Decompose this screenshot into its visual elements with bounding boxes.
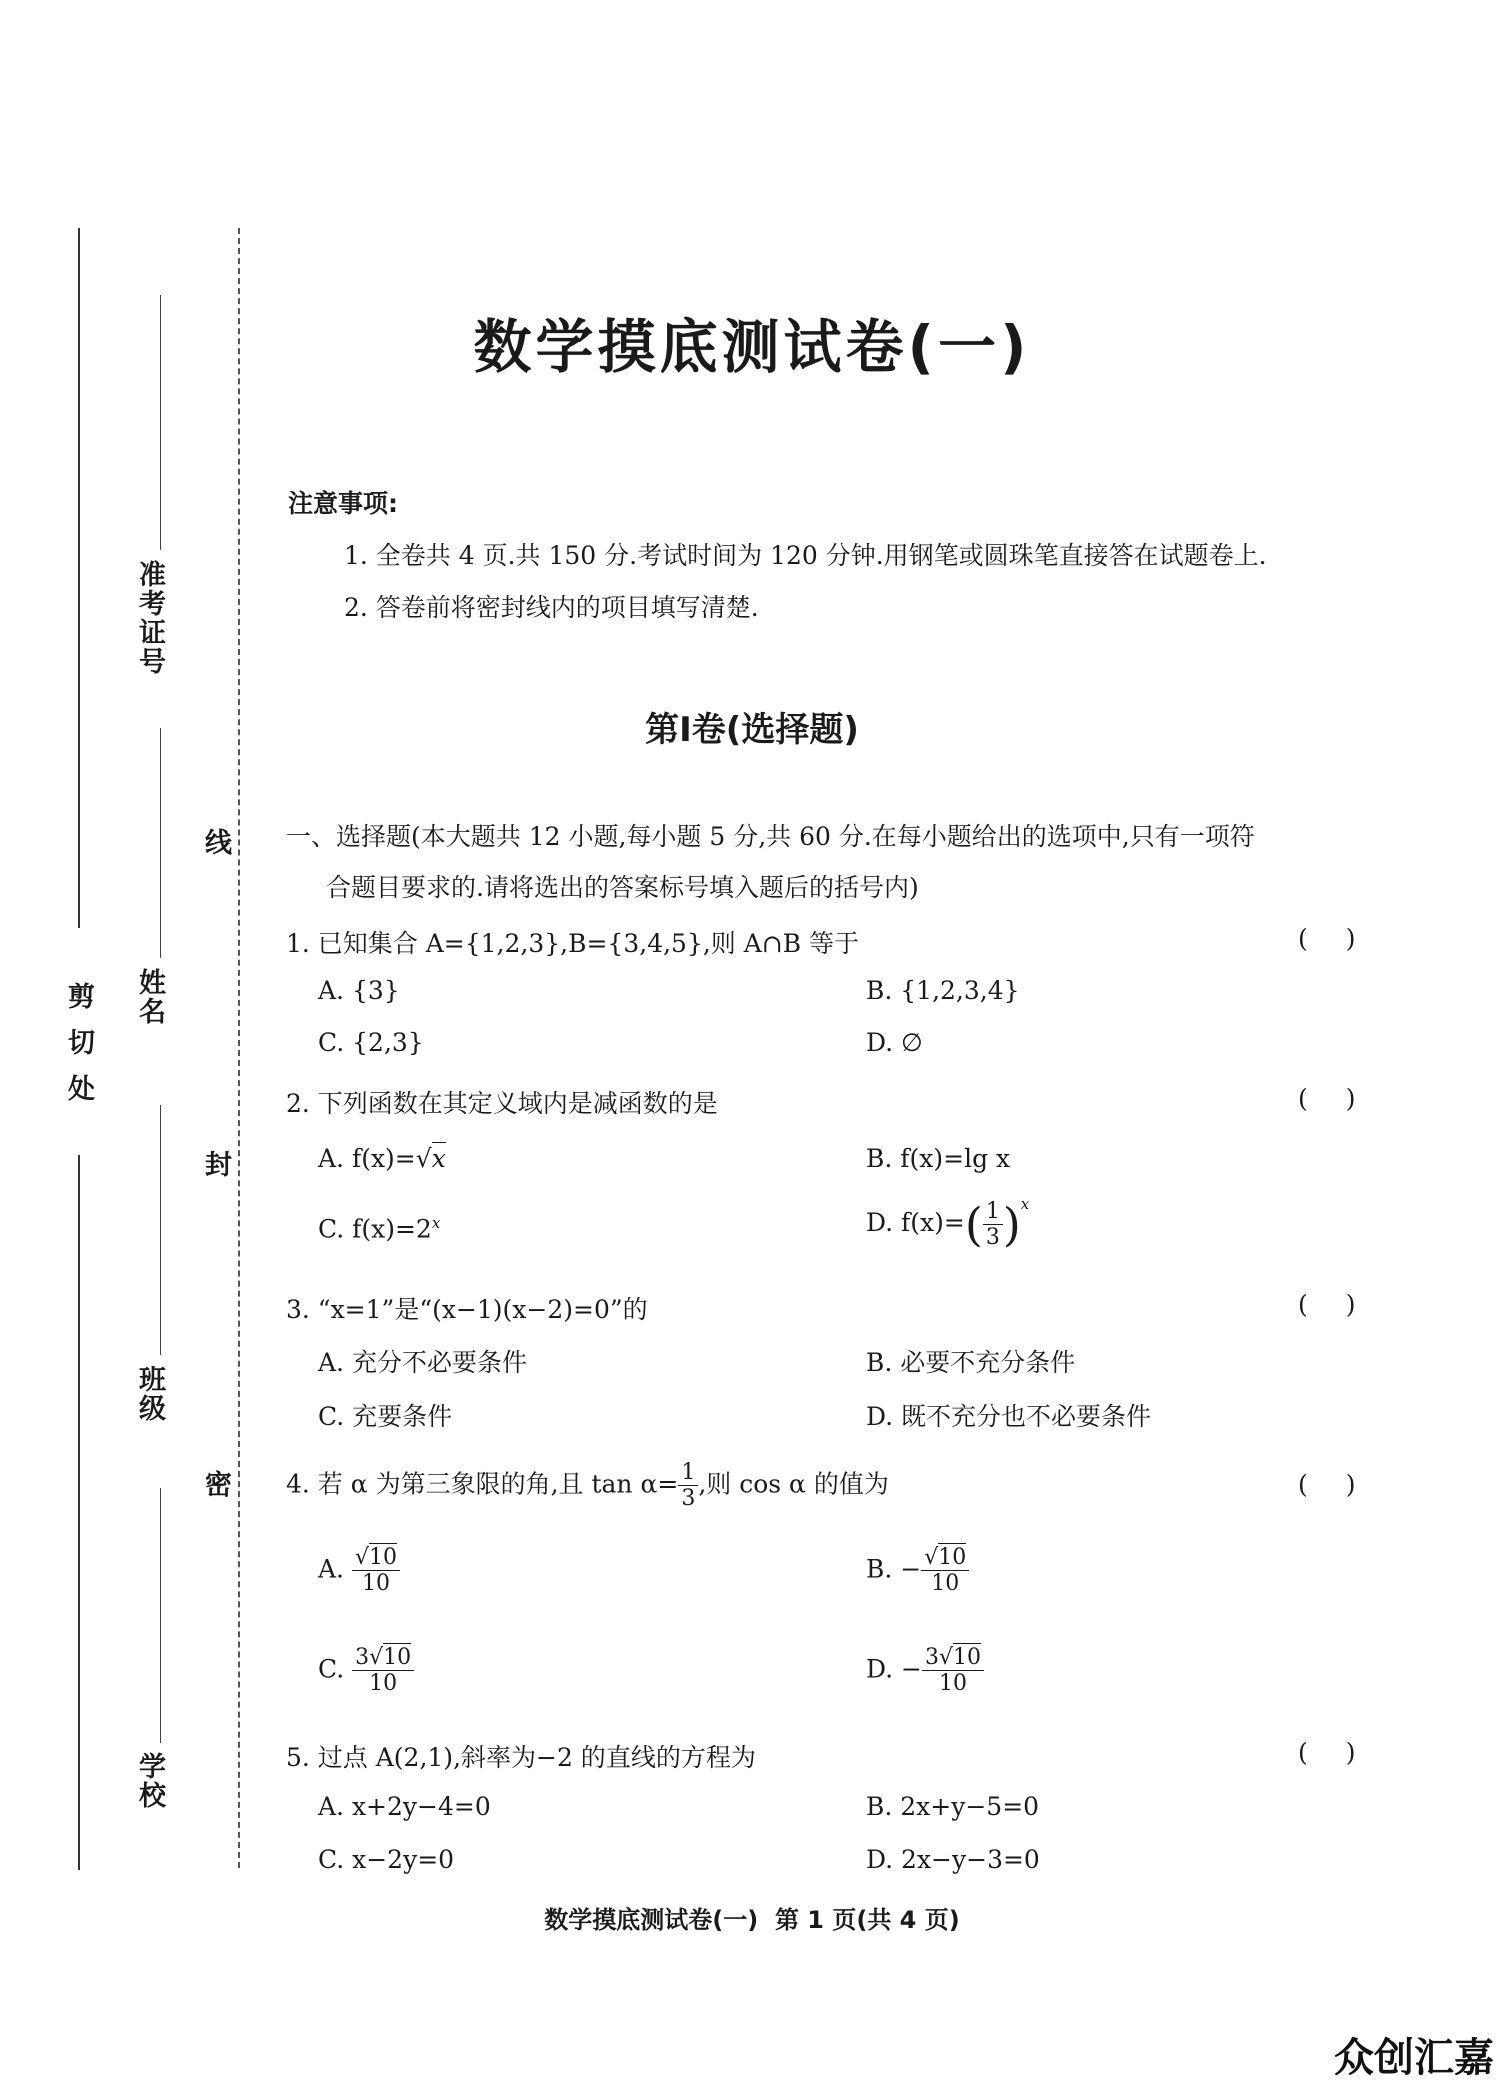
q5-option-d: D. 2x−y−3=0 xyxy=(866,1845,1040,1874)
q4-stem: 4. 若 α 为第三象限的角,且 tan α= $\frac{1}{3}$ ,则 cos α 的值为 xyxy=(286,1460,889,1512)
cut-label: 剪 切 处 xyxy=(68,982,95,1105)
q1-option-b: B. {1,2,3,4} xyxy=(866,976,1020,1005)
q2-stem: 2. 下列函数在其定义域内是减函数的是 xyxy=(286,1089,718,1118)
q2-option-a: A. f(x)=√x xyxy=(318,1144,446,1173)
field-name-label: 姓名 xyxy=(134,968,165,1026)
section-title: 第Ⅰ卷(选择题) xyxy=(645,710,859,750)
q5-option-b: B. 2x+y−5=0 xyxy=(866,1792,1040,1821)
q2-answer-paren: () xyxy=(1298,1084,1394,1113)
q4-option-b: B. − $\frac{√10}{10}$ xyxy=(866,1545,969,1597)
q4-answer-paren: () xyxy=(1298,1470,1394,1499)
watermark-logo: 众创汇嘉 xyxy=(1334,2035,1494,2081)
q1-option-a: A. {3} xyxy=(318,976,400,1005)
seal-label-secret: 密 xyxy=(200,1470,231,1499)
q1-stem: 1. 已知集合 A={1,2,3},B={3,4,5},则 A∩B 等于 xyxy=(286,929,860,958)
q5-stem: 5. 过点 A(2,1),斜率为−2 的直线的方程为 xyxy=(286,1743,756,1772)
field-class-label: 班级 xyxy=(134,1365,165,1423)
q4-option-c: C. $\frac{3√10}{10}$ xyxy=(318,1645,414,1697)
notice-item-1: 1. 全卷共 4 页.共 150 分.考试时间为 120 分钟.用钢笔或圆珠笔直接答在试题卷上. xyxy=(344,541,1267,570)
field-exam-id-label: 准考证号 xyxy=(134,560,165,676)
part1-instructions-line1: 一、选择题(本大题共 12 小题,每小题 5 分,共 60 分.在每小题给出的选项中,只有一项符 xyxy=(286,822,1255,851)
q1-option-d: D. ∅ xyxy=(866,1028,923,1057)
q1-answer-paren: () xyxy=(1298,924,1394,953)
field-school-label: 学校 xyxy=(134,1752,165,1810)
q5-answer-paren: () xyxy=(1298,1738,1394,1767)
q3-stem: 3. “x=1”是“(x−1)(x−2)=0”的 xyxy=(286,1295,648,1324)
q1-option-c: C. {2,3} xyxy=(318,1028,424,1057)
cut-line-bottom xyxy=(78,1155,80,1870)
field-line-class xyxy=(160,1105,161,1355)
part1-instructions-line2: 合题目要求的.请将选出的答案标号填入题后的括号内) xyxy=(326,873,919,902)
page-title: 数学摸底测试卷(一) xyxy=(473,313,1031,381)
q2-option-d: D. f(x)=( $\frac{1}{3}$ )$^x$ xyxy=(866,1195,1030,1252)
q2-option-b: B. f(x)=lg x xyxy=(866,1144,1011,1173)
q5-option-a: A. x+2y−4=0 xyxy=(318,1792,491,1821)
q5-option-c: C. x−2y=0 xyxy=(318,1845,455,1874)
seal-label-seal: 封 xyxy=(200,1150,231,1179)
notice-item-2: 2. 答卷前将密封线内的项目填写清楚. xyxy=(344,593,759,622)
field-line-name xyxy=(160,728,161,958)
page-footer: 数学摸底测试卷(一) 第 1 页(共 4 页) xyxy=(544,1906,960,1934)
q3-option-c: C. 充要条件 xyxy=(318,1402,453,1431)
q2-option-c: C. $f(x)=2^x$ xyxy=(318,1214,441,1244)
notice-heading: 注意事项: xyxy=(288,489,398,518)
q3-option-b: B. 必要不充分条件 xyxy=(866,1348,1076,1377)
seal-dashed-line xyxy=(238,228,240,1868)
q3-option-d: D. 既不充分也不必要条件 xyxy=(866,1402,1152,1431)
q3-option-a: A. 充分不必要条件 xyxy=(318,1348,527,1377)
q4-option-d: D. − $\frac{3√10}{10}$ xyxy=(866,1645,984,1697)
q4-option-a: A. $\frac{√10}{10}$ xyxy=(318,1545,400,1597)
field-line-school xyxy=(160,1488,161,1743)
seal-label-line: 线 xyxy=(200,828,231,857)
q3-answer-paren: () xyxy=(1298,1290,1394,1319)
